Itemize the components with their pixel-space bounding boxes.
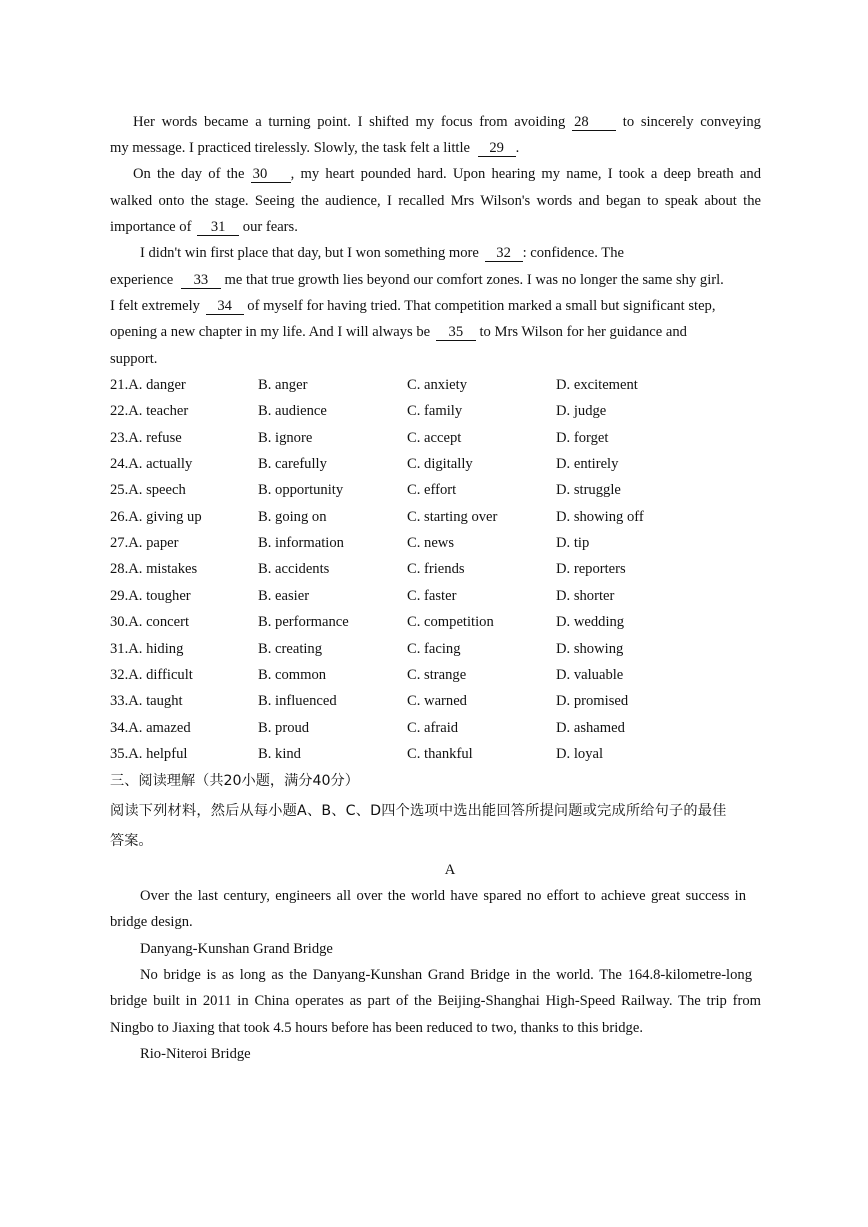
passage-text: to sincerely conveying <box>622 114 761 130</box>
option-d: D. entirely <box>556 456 619 472</box>
passage-line: bridge design. <box>110 914 193 930</box>
passage-line: bridge built in 2011 in China operates as part of the Beijing-Shanghai High-Speed Railway. The trip from <box>110 993 761 1009</box>
passage-text: Her words became a turning point. I shifted my focus from avoiding <box>133 114 566 130</box>
passage-line <box>110 322 687 342</box>
passage-text: of myself for having tried. That competition marked a small but significant step, <box>247 298 716 314</box>
blank-28: 28 <box>572 114 616 131</box>
passage-text: . <box>515 140 520 156</box>
option-b: B. influenced <box>258 693 337 709</box>
passage-text: opening a new chapter in my life. And I will always be <box>110 324 431 340</box>
option-question-a: 25.A. speech <box>110 482 186 498</box>
option-b: B. audience <box>258 403 327 419</box>
option-c: C. thankful <box>407 746 473 762</box>
passage-line: No bridge is as long as the Danyang-Kunshan Grand Bridge in the world. The 164.8-kilometre-long <box>140 967 752 983</box>
passage-text: On the day of the <box>133 166 245 182</box>
passage-line <box>133 112 761 132</box>
subheading: Rio-Niteroi Bridge <box>140 1046 251 1062</box>
passage-line: Over the last century, engineers all over the world have spared no effort to achieve great success in <box>140 888 746 904</box>
option-question-a: 21.A. danger <box>110 377 186 393</box>
option-d: D. promised <box>556 693 629 709</box>
option-c: C. accept <box>407 430 462 446</box>
option-b: B. proud <box>258 720 310 736</box>
option-d: D. reporters <box>556 561 626 577</box>
option-b: B. performance <box>258 614 349 630</box>
option-question-a: 35.A. helpful <box>110 746 188 762</box>
option-d: D. showing <box>556 641 624 657</box>
option-b: B. kind <box>258 746 301 762</box>
option-b: B. common <box>258 667 327 683</box>
option-d: D. showing off <box>556 509 644 525</box>
passage-line <box>110 349 157 369</box>
option-question-a: 28.A. mistakes <box>110 561 198 577</box>
part-label: A <box>444 862 456 878</box>
option-d: D. ashamed <box>556 720 625 736</box>
option-c: C. warned <box>407 693 467 709</box>
passage-line <box>110 138 519 158</box>
instructions-line: 答案。 <box>110 833 153 849</box>
option-b: B. accidents <box>258 561 330 577</box>
blank-29: 29 <box>478 140 516 157</box>
option-question-a: 24.A. actually <box>110 456 193 472</box>
option-question-a: 29.A. tougher <box>110 588 191 604</box>
option-question-a: 34.A. amazed <box>110 720 191 736</box>
option-c: C. friends <box>407 561 465 577</box>
passage-text: walked onto the stage. Seeing the audience, I recalled Mrs Wilson's words and began to speak about the <box>110 193 761 209</box>
option-b: B. going on <box>258 509 327 525</box>
blank-30: 30 <box>251 166 291 183</box>
option-c: C. faster <box>407 588 457 604</box>
subheading: Danyang-Kunshan Grand Bridge <box>140 941 333 957</box>
passage-text: I didn't win first place that day, but I won something more <box>140 245 479 261</box>
passage-line <box>140 243 624 263</box>
option-c: C. starting over <box>407 509 498 525</box>
passage-text: our fears. <box>242 219 298 235</box>
option-d: D. forget <box>556 430 609 446</box>
passage-text: I felt extremely <box>110 298 200 314</box>
passage-line <box>133 164 761 184</box>
option-question-a: 30.A. concert <box>110 614 190 630</box>
option-c: C. competition <box>407 614 494 630</box>
passage-text: experience <box>110 272 174 288</box>
option-question-a: 23.A. refuse <box>110 430 182 446</box>
option-c: C. effort <box>407 482 457 498</box>
option-c: C. afraid <box>407 720 459 736</box>
passage-line <box>110 191 761 211</box>
option-question-a: 32.A. difficult <box>110 667 193 683</box>
option-question-a: 26.A. giving up <box>110 509 202 525</box>
blank-31: 31 <box>197 219 239 236</box>
passage-text: support. <box>110 351 158 367</box>
option-d: D. judge <box>556 403 607 419</box>
blank-32: 32 <box>485 245 523 262</box>
blank-35: 35 <box>436 324 476 341</box>
passage-text: : confidence. The <box>522 245 624 261</box>
option-question-a: 31.A. hiding <box>110 641 184 657</box>
option-b: B. information <box>258 535 344 551</box>
option-c: C. anxiety <box>407 377 467 393</box>
option-b: B. anger <box>258 377 308 393</box>
option-b: B. ignore <box>258 430 313 446</box>
passage-line <box>110 270 724 290</box>
option-d: D. tip <box>556 535 590 551</box>
option-d: D. shorter <box>556 588 615 604</box>
option-b: B. opportunity <box>258 482 344 498</box>
passage-line <box>110 296 716 316</box>
option-b: B. creating <box>258 641 323 657</box>
option-b: B. carefully <box>258 456 327 472</box>
option-question-a: 33.A. taught <box>110 693 183 709</box>
option-question-a: 22.A. teacher <box>110 403 189 419</box>
option-question-a: 27.A. paper <box>110 535 179 551</box>
passage-line: Ningbo to Jiaxing that took 4.5 hours before has been reduced to two, thanks to this bridge. <box>110 1020 643 1036</box>
passage-text: me that true growth lies beyond our comfort zones. I was no longer the same shy girl. <box>224 272 724 288</box>
passage-text: importance of <box>110 219 192 235</box>
passage-line <box>110 217 298 237</box>
option-c: C. digitally <box>407 456 473 472</box>
blank-34: 34 <box>206 298 244 315</box>
option-d: D. loyal <box>556 746 604 762</box>
instructions-line: 阅读下列材料，然后从每小题A、B、C、D四个选项中选出能回答所提问题或完成所给句子的最佳 <box>110 803 727 819</box>
passage-text: , my heart pounded hard. Upon hearing my name, I took a deep breath and <box>290 166 761 182</box>
option-c: C. strange <box>407 667 467 683</box>
option-b: B. easier <box>258 588 310 604</box>
option-d: D. wedding <box>556 614 625 630</box>
passage-text: my message. I practiced tirelessly. Slowly, the task felt a little <box>110 140 471 156</box>
option-d: D. excitement <box>556 377 638 393</box>
option-c: C. news <box>407 535 455 551</box>
section-heading: 三、阅读理解（共20小题，满分40分） <box>110 773 359 789</box>
passage-text: to Mrs Wilson for her guidance and <box>479 324 687 340</box>
option-d: D. valuable <box>556 667 624 683</box>
blank-33: 33 <box>181 272 221 289</box>
option-d: D. struggle <box>556 482 621 498</box>
option-c: C. facing <box>407 641 461 657</box>
option-c: C. family <box>407 403 463 419</box>
